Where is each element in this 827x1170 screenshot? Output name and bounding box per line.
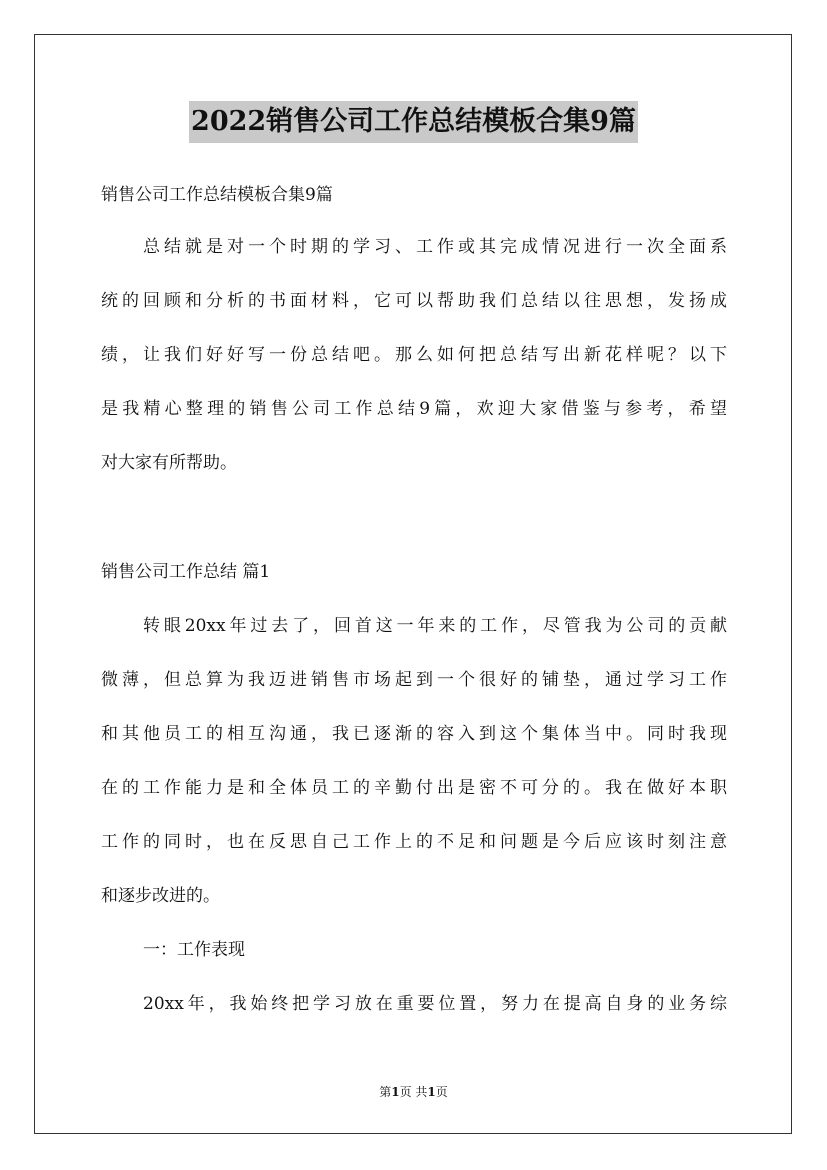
intro-paragraph xyxy=(101,220,727,490)
section-heading: 销售公司工作总结 篇1 xyxy=(101,562,271,582)
page-label-mid: 页 共 xyxy=(399,1085,428,1099)
page-footer xyxy=(0,1082,827,1102)
intro-line: 对大家有所帮助。 xyxy=(101,453,237,473)
section-line: 和逐步改进的。 xyxy=(101,886,220,906)
page-label-prefix: 第 xyxy=(379,1085,392,1099)
intro-line: 统的回顾和分析的书面材料，它可以帮助我们总结以往思想，发扬成 xyxy=(101,291,727,311)
intro-line: 总结就是对一个时期的学习、工作或其完成情况进行一次全面系 xyxy=(143,237,727,257)
section-paragraph xyxy=(101,599,727,923)
section-line: 在的工作能力是和全体员工的辛勤付出是密不可分的。我在做好本职 xyxy=(101,778,727,798)
intro-line: 绩，让我们好好写一份总结吧。那么如何把总结写出新花样呢？以下 xyxy=(101,345,727,365)
section-line: 和其他员工的相互沟通，我已逐渐的容入到这个集体当中。同时我现 xyxy=(101,724,727,744)
sub-heading: 一：工作表现 xyxy=(143,940,245,960)
sub-line: 20xx年，我始终把学习放在重要位置，努力在提高自身的业务综 xyxy=(143,994,727,1014)
section-line: 转眼20xx年过去了，回首这一年来的工作，尽管我为公司的贡献 xyxy=(143,616,727,636)
page-label-suffix: 页 xyxy=(435,1085,448,1099)
section-line: 微薄，但总算为我迈进销售市场起到一个很好的铺垫，通过学习工作 xyxy=(101,670,727,690)
page-current: 1 xyxy=(391,1085,400,1099)
document-subtitle: 销售公司工作总结模板合集9篇 xyxy=(101,185,333,205)
document-title: 2022销售公司工作总结模板合集9篇 xyxy=(189,101,638,143)
intro-line: 是我精心整理的销售公司工作总结9篇，欢迎大家借鉴与参考，希望 xyxy=(101,399,727,419)
title-container xyxy=(0,101,827,143)
section-line: 工作的同时，也在反思自己工作上的不足和问题是今后应该时刻注意 xyxy=(101,832,727,852)
sub-paragraph xyxy=(101,977,727,1031)
page-total: 1 xyxy=(427,1085,436,1099)
